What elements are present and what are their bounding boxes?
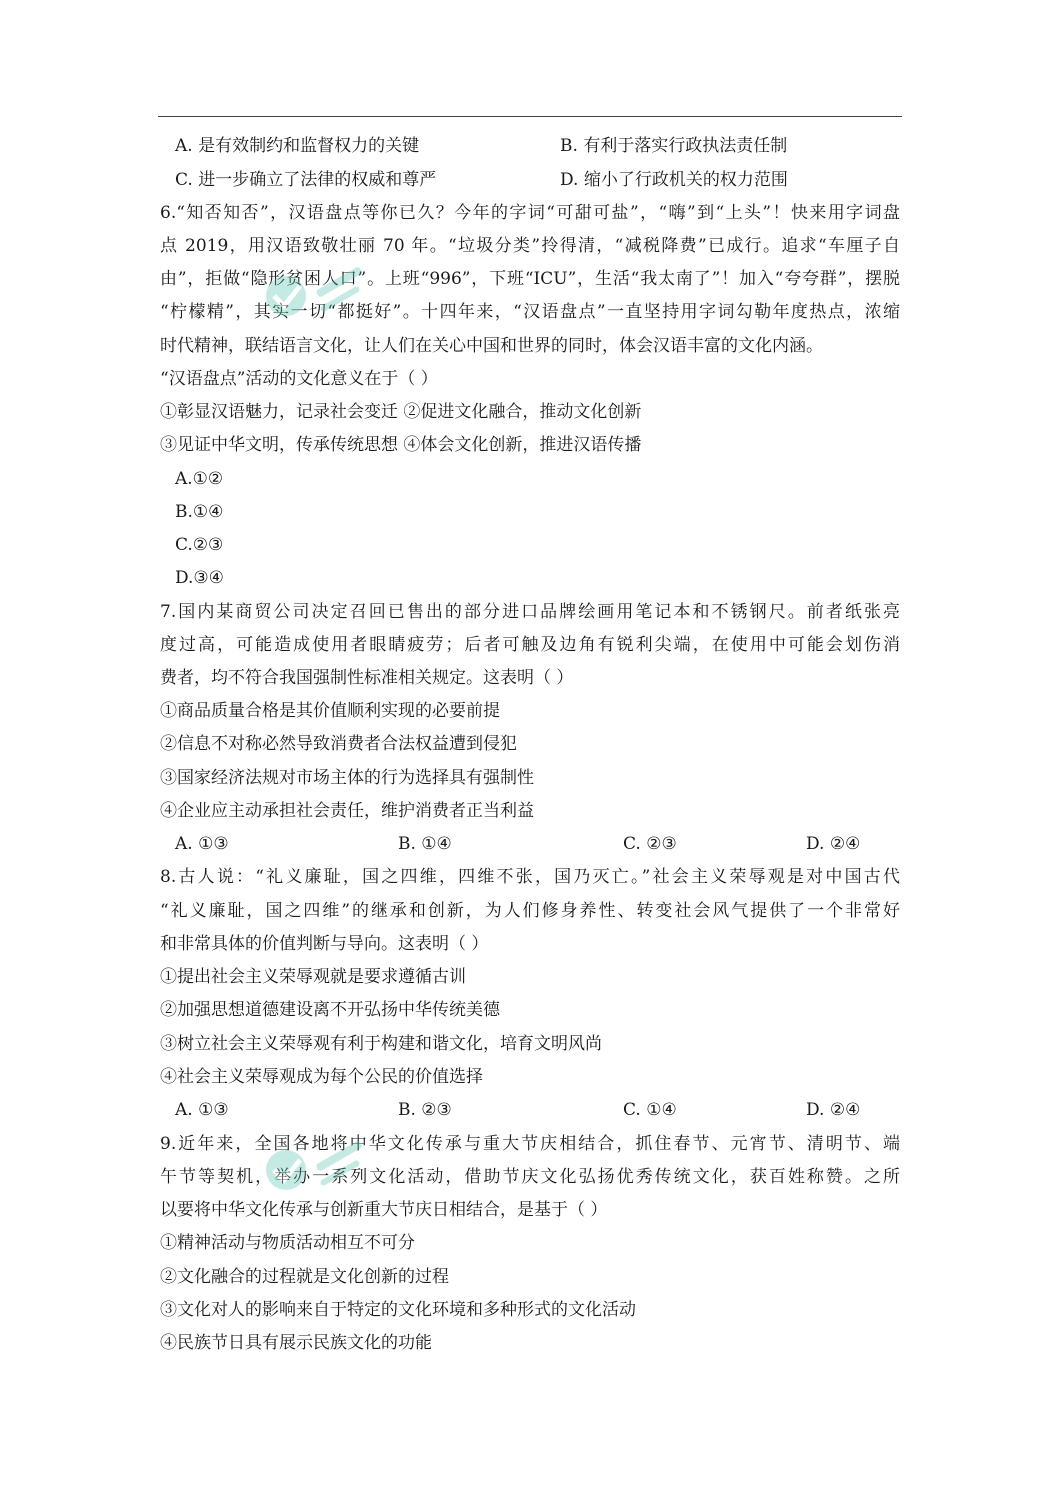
q5-option-a: A. 是有效制约和监督权力的关键 xyxy=(175,136,420,156)
q6-option-d: D.③④ xyxy=(175,568,224,588)
q8-statement: ④社会主义荣辱观成为每个公民的价值选择 xyxy=(160,1067,483,1087)
q7-statement: ④企业应主动承担社会责任，维护消费者正当利益 xyxy=(160,801,534,821)
q6-statement: ①彰显汉语魅力，记录社会变迁 ②促进文化融合，推动文化创新 xyxy=(160,402,642,422)
watermark-logo-icon xyxy=(262,1132,372,1202)
q6-stem-line: 时代精神，联结语言文化，让人们在关心中国和世界的同时，体会汉语丰富的文化内涵。 xyxy=(160,336,823,356)
q6-stem-line: “柠檬精”，其实一切“都挺好”。十四年来，“汉语盘点”一直坚持用字词勾勒年度热点，浓缩 xyxy=(160,302,900,322)
q8-stem-line: 8.古人说：“礼义廉耻，国之四维，四维不张，国乃灭亡。”社会主义荣辱观是对中国古代 xyxy=(160,867,900,887)
q9-statement: ①精神活动与物质活动相互不可分 xyxy=(160,1233,415,1253)
q6-option-b: B.①④ xyxy=(175,502,224,522)
q7-statement: ③国家经济法规对市场主体的行为选择具有强制性 xyxy=(160,768,534,788)
q8-stem-line: “礼义廉耻，国之四维”的继承和创新，为人们修身养性、转变社会风气提供了一个非常好 xyxy=(160,901,900,921)
q9-statement: ④民族节日具有展示民族文化的功能 xyxy=(160,1333,432,1353)
q8-statement: ①提出社会主义荣辱观就是要求遵循古训 xyxy=(160,967,466,987)
q7-option-b: B. ①④ xyxy=(398,834,452,854)
q7-option-a: A. ①③ xyxy=(175,834,229,854)
q8-option-d: D. ②④ xyxy=(806,1100,861,1120)
q5-option-c: C. 进一步确立了法律的权威和尊严 xyxy=(175,170,437,190)
q5-option-b: B. 有利于落实行政执法责任制 xyxy=(560,136,788,156)
q8-option-c: C. ①④ xyxy=(623,1100,677,1120)
q7-statement: ①商品质量合格是其价值顺利实现的必要前提 xyxy=(160,701,500,721)
q8-statement: ②加强思想道德建设离不开弘扬中华传统美德 xyxy=(160,1000,500,1020)
q9-stem-line: 9.近年来，全国各地将中华文化传承与重大节庆相结合，抓住春节、元宵节、清明节、端 xyxy=(160,1134,900,1154)
q8-option-a: A. ①③ xyxy=(175,1100,229,1120)
watermark-logo-icon xyxy=(262,258,372,328)
q8-statement: ③树立社会主义荣辱观有利于构建和谐文化，培育文明风尚 xyxy=(160,1034,602,1054)
q6-stem-line: 由”，拒做“隐形贫困人口”。上班“996”，下班“ICU”，生活“我太南了”！加入“夸夸群”，摆脱 xyxy=(160,269,900,289)
q7-option-c: C. ②③ xyxy=(623,834,677,854)
q6-stem-line: 点 2019，用汉语致敬壮丽 70 年。“垃圾分类”拎得清，“减税降费”已成行。追求“车厘子自 xyxy=(160,236,900,256)
q8-stem-line: 和非常具体的价值判断与导向。这表明（ ） xyxy=(160,934,489,954)
q9-statement: ②文化融合的过程就是文化创新的过程 xyxy=(160,1267,449,1287)
q7-stem-line: 费者，均不符合我国强制性标准相关规定。这表明（ ） xyxy=(160,668,574,688)
q8-option-b: B. ②③ xyxy=(398,1100,452,1120)
q6-stem-line: 6.“知否知否”，汉语盘点等你已久？今年的字词“可甜可盐”，“嗨”到“上头”！快来用字词盘 xyxy=(160,203,900,223)
q7-statement: ②信息不对称必然导致消费者合法权益遭到侵犯 xyxy=(160,734,517,754)
q6-option-a: A.①② xyxy=(175,469,224,489)
q5-option-d: D. 缩小了行政机关的权力范围 xyxy=(560,170,788,190)
header-rule xyxy=(158,116,902,117)
q7-stem-line: 7.国内某商贸公司决定召回已售出的部分进口品牌绘画用笔记本和不锈钢尺。前者纸张亮 xyxy=(160,602,900,622)
q9-stem-line: 以要将中华文化传承与创新重大节庆日相结合，是基于（ ） xyxy=(160,1200,608,1220)
q6-statement: ③见证中华文明，传承传统思想 ④体会文化创新，推进汉语传播 xyxy=(160,435,642,455)
q9-statement: ③文化对人的影响来自于特定的文化环境和多种形式的文化活动 xyxy=(160,1300,636,1320)
q9-stem-line: 午节等契机，举办一系列文化活动，借助节庆文化弘扬优秀传统文化，获百姓称赞。之所 xyxy=(160,1167,900,1187)
q6-stem-line: “汉语盘点”活动的文化意义在于（ ） xyxy=(160,369,438,389)
q7-stem-line: 度过高，可能造成使用者眼睛疲劳；后者可触及边角有锐利尖端，在使用中可能会划伤消 xyxy=(160,635,900,655)
q7-option-d: D. ②④ xyxy=(806,834,861,854)
q6-option-c: C.②③ xyxy=(175,535,224,555)
